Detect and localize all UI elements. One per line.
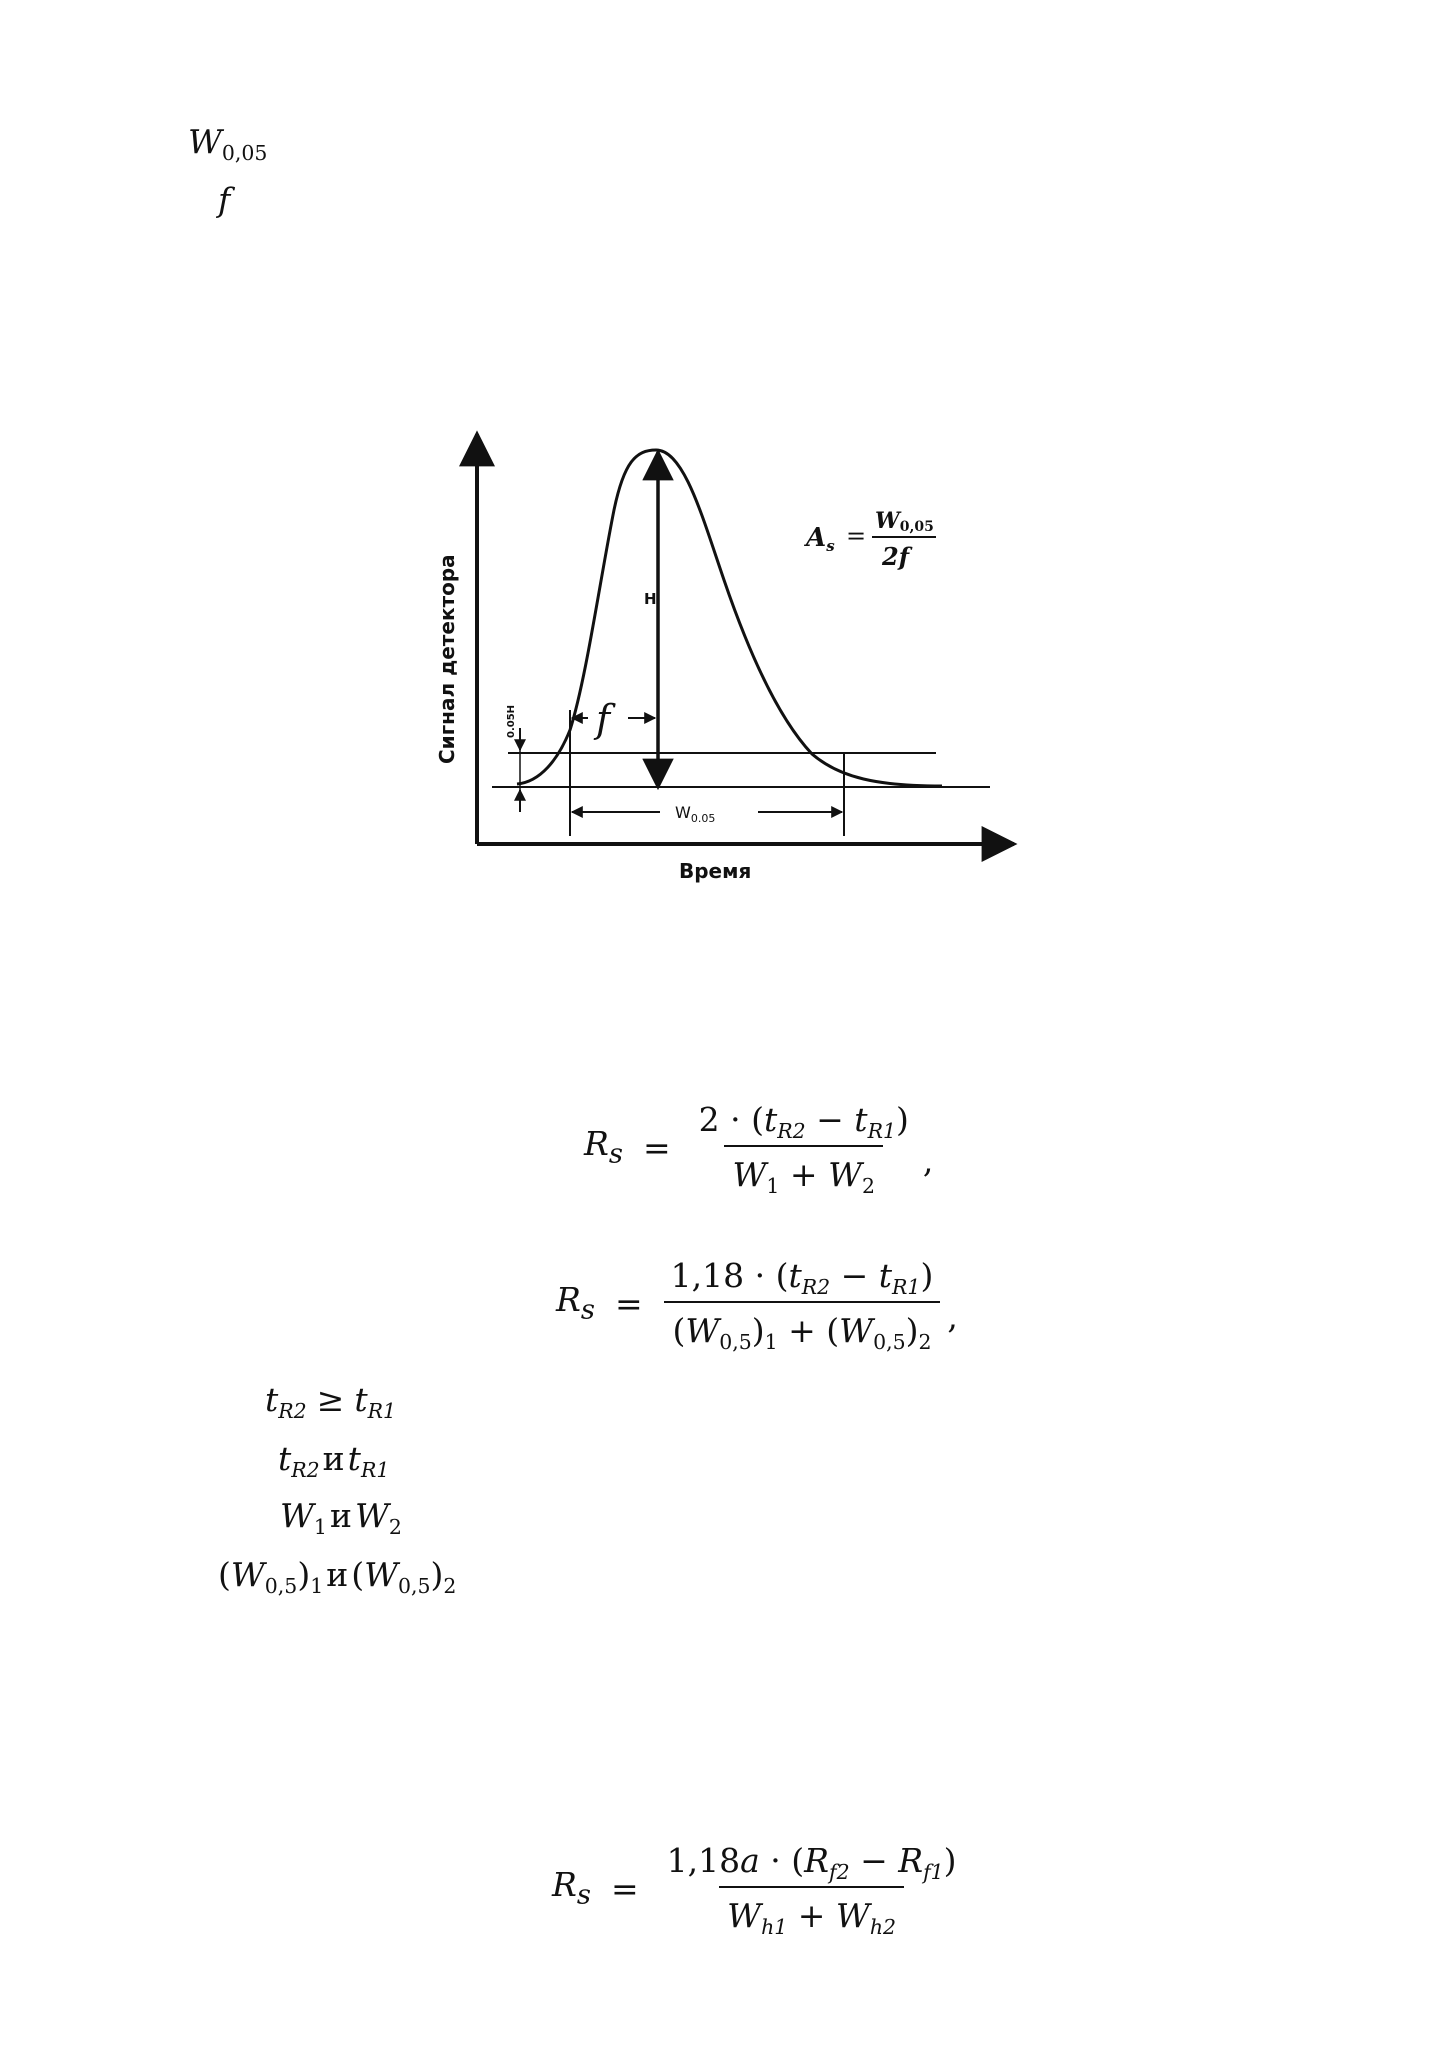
equation-2-lhs-sub: s	[580, 1293, 595, 1326]
equation-1-lhs-base: R	[584, 1124, 609, 1164]
equation-2-lhs-base: R	[556, 1280, 581, 1320]
equation-1-comma: ,	[922, 1141, 934, 1180]
equation-1-t2-sub: R2	[777, 1119, 806, 1144]
condition-4-a-open: (	[218, 1555, 231, 1594]
equation-2-d2-idx: 2	[918, 1330, 932, 1355]
equation-3-lhs	[552, 1865, 591, 1911]
condition-2	[278, 1439, 390, 1483]
equation-1-t1: t	[854, 1100, 868, 1139]
equation-3-rf1: R	[898, 1841, 924, 1880]
condition-4-b-sub: 0,5	[398, 1574, 431, 1599]
equation-3-rf2: R	[804, 1841, 830, 1880]
y-axis-label: Сигнал детектора	[435, 554, 459, 764]
condition-4	[218, 1555, 457, 1599]
equation-3-wh2-sub: h2	[869, 1915, 896, 1940]
equation-1-plus: +	[779, 1155, 829, 1194]
symbol-w005-sub: 0,05	[221, 141, 268, 166]
equation-3-rf2-sub: f2	[829, 1860, 850, 1885]
equation-2-comma: ,	[947, 1297, 958, 1336]
condition-4-a: W	[230, 1555, 265, 1594]
condition-4-b-idx: 2	[443, 1574, 457, 1599]
w-label-base: W	[675, 803, 691, 822]
symbol-w005-base: W	[188, 122, 222, 161]
equation-3-a: a	[740, 1841, 760, 1880]
condition-1-a: t	[265, 1380, 279, 1419]
condition-2-b: t	[347, 1439, 361, 1478]
condition-4-b-close: )	[430, 1555, 444, 1594]
peak-curve	[517, 450, 942, 786]
equation-2-fraction	[663, 1256, 942, 1355]
equation-2-d1-idx: 1	[764, 1330, 778, 1355]
peak-figure	[410, 420, 1070, 910]
figure-formula-lhs	[803, 523, 835, 555]
condition-3-b-sub: 2	[388, 1515, 402, 1540]
figure-formula-den: 2f	[882, 542, 910, 571]
equation-3-rf1-sub: f1	[923, 1860, 944, 1885]
equation-1-numerator	[691, 1100, 917, 1145]
condition-1-op: ≥	[316, 1380, 345, 1419]
equation-1-w1: W	[732, 1155, 767, 1194]
height-label: H	[644, 590, 657, 608]
figure-formula-lhs-sub: s	[826, 537, 835, 555]
equation-3-num-mid: · (	[759, 1841, 805, 1880]
equation-1-t1-sub: R1	[867, 1119, 896, 1144]
condition-4-b-open: (	[351, 1555, 365, 1594]
condition-4-b: W	[364, 1555, 398, 1594]
symbol-f	[218, 180, 231, 219]
w-label-sub: 0.05	[690, 812, 716, 825]
equation-1-lhs	[584, 1124, 623, 1170]
condition-3	[280, 1496, 402, 1540]
figure-formula-num	[875, 508, 934, 535]
equation-2-num-post: )	[920, 1256, 934, 1295]
equation-3-fraction	[659, 1841, 965, 1940]
equation-2-eq: =	[614, 1283, 643, 1323]
condition-2-b-sub: R1	[360, 1458, 390, 1483]
equation-3-numerator	[659, 1841, 965, 1886]
x-axis-label: Время	[679, 859, 752, 883]
equation-2-d1-close: )	[751, 1311, 765, 1350]
equation-1-num-post: )	[895, 1100, 909, 1139]
equation-1-fraction	[691, 1100, 917, 1199]
baseline-label: 0.05H	[506, 704, 517, 738]
condition-3-b: W	[354, 1496, 389, 1535]
equation-1-w2: W	[828, 1155, 862, 1194]
figure-formula-num-base: W	[875, 508, 900, 534]
symbol-w005	[188, 122, 268, 166]
equation-2-plus: +	[777, 1311, 827, 1350]
equation-3-eq: =	[610, 1868, 639, 1908]
condition-4-a-sub: 0,5	[264, 1574, 298, 1599]
equation-3-lhs-sub: s	[576, 1878, 591, 1911]
equation-2-t2: t	[788, 1256, 802, 1295]
equation-2-t2-sub: R2	[801, 1275, 831, 1300]
equation-2-numerator	[663, 1256, 942, 1301]
equation-2-d2-open: (	[826, 1311, 840, 1350]
equation-3-denominator	[719, 1886, 904, 1940]
condition-2-a-sub: R2	[291, 1458, 320, 1483]
equation-1-minus: −	[805, 1100, 855, 1139]
condition-4-a-idx: 1	[310, 1574, 324, 1599]
equation-2-d2-w: W	[839, 1311, 874, 1350]
equation-2-d1-sub: 0,5	[719, 1330, 752, 1355]
equation-1-eq: =	[642, 1127, 671, 1167]
equation-3	[552, 1841, 965, 1940]
equation-1-w1-sub: 1	[766, 1174, 780, 1199]
figure-formula-lhs-base: A	[806, 523, 827, 553]
condition-4-a-close: )	[297, 1555, 311, 1594]
condition-1	[265, 1380, 396, 1424]
condition-4-sep: и	[326, 1555, 349, 1594]
equation-2-lhs	[556, 1280, 595, 1326]
equation-1-lhs-sub: s	[608, 1137, 623, 1170]
condition-1-a-sub: R2	[278, 1399, 307, 1424]
symbol-f-text: f	[218, 180, 231, 219]
figure-formula-eq: =	[846, 522, 867, 550]
equation-2-num-pre: 1,18 · (	[670, 1256, 789, 1295]
condition-3-a: W	[280, 1496, 314, 1535]
equation-1-t2: t	[763, 1100, 778, 1139]
condition-2-sep: и	[322, 1439, 345, 1478]
equation-3-wh1: W	[727, 1896, 762, 1935]
condition-1-b-sub: R1	[367, 1399, 396, 1424]
condition-3-sep: и	[329, 1496, 352, 1535]
figure-formula-num-sub: 0,05	[899, 519, 934, 535]
equation-3-minus: −	[849, 1841, 899, 1880]
equation-2-minus: −	[830, 1256, 879, 1295]
equation-3-plus: +	[787, 1896, 836, 1935]
condition-3-a-sub: 1	[313, 1515, 327, 1540]
equation-1-w2-sub: 2	[861, 1174, 875, 1199]
f-label: f	[596, 697, 611, 741]
equation-2-denominator	[664, 1301, 939, 1355]
equation-2-d2-sub: 0,5	[873, 1330, 906, 1355]
w-label	[675, 803, 715, 825]
equation-3-num-pre: 1,18	[666, 1841, 741, 1880]
equation-3-wh1-sub: h1	[761, 1915, 788, 1940]
equation-2-t1: t	[878, 1256, 893, 1295]
equation-2	[556, 1256, 958, 1355]
equation-3-lhs-base: R	[552, 1865, 577, 1905]
equation-2-d2-close: )	[905, 1311, 919, 1350]
equation-2-d1-open: (	[672, 1311, 686, 1350]
equation-1	[584, 1100, 934, 1199]
equation-1-num-pre: 2 · (	[698, 1100, 764, 1139]
equation-1-denominator	[724, 1145, 883, 1199]
equation-2-d1-w: W	[685, 1311, 720, 1350]
condition-1-b: t	[354, 1380, 368, 1419]
equation-3-num-post: )	[943, 1841, 957, 1880]
condition-2-a: t	[278, 1439, 292, 1478]
equation-3-wh2: W	[835, 1896, 870, 1935]
equation-2-t1-sub: R1	[892, 1275, 921, 1300]
